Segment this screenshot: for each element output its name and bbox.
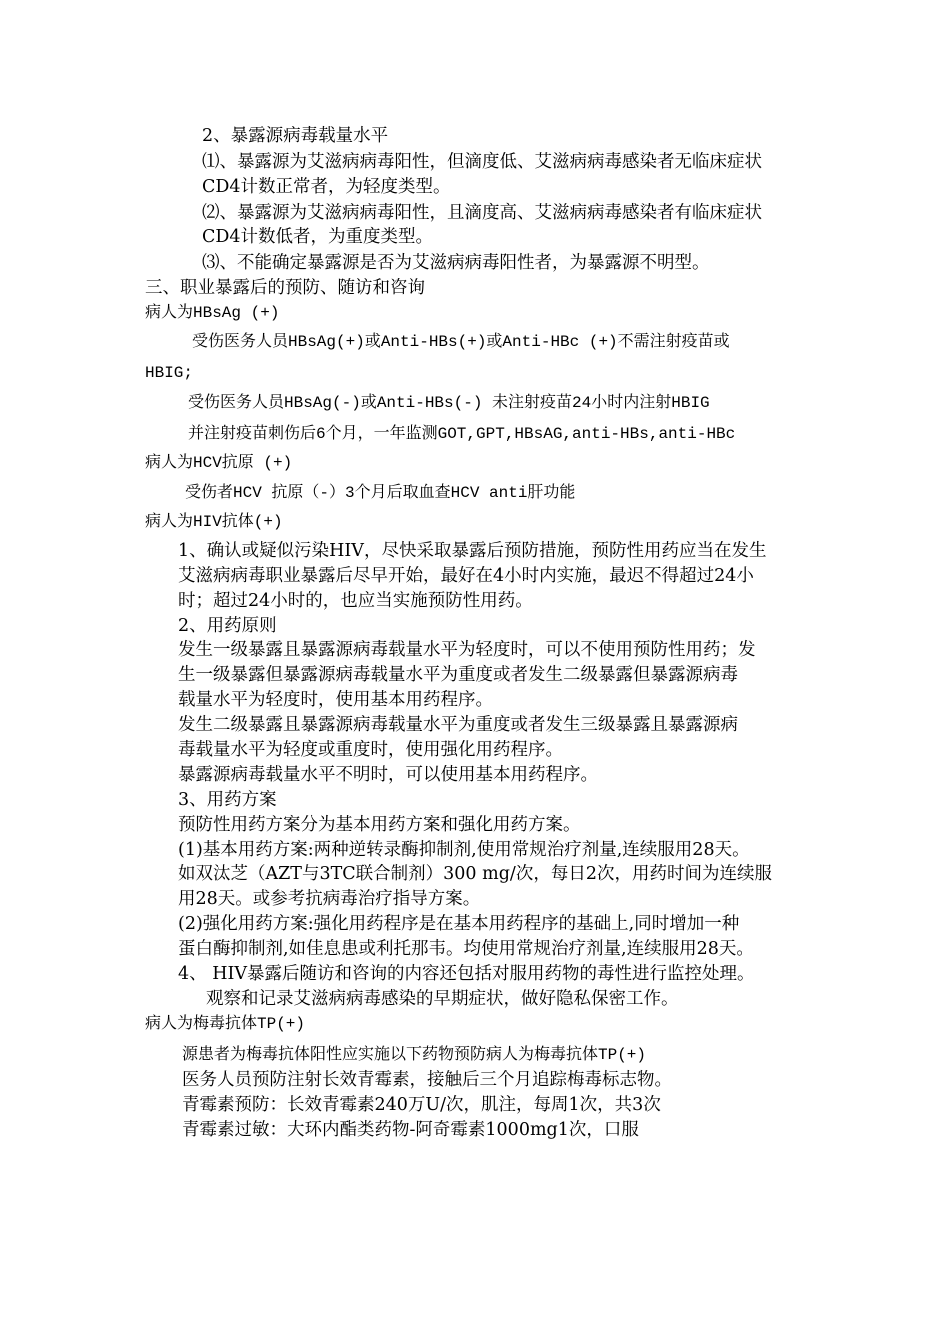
- paragraph-line: 2、用药原则: [178, 616, 277, 636]
- paragraph-line: CD4计数低者，为重度类型。: [202, 227, 434, 247]
- paragraph-line: 源患者为梅毒抗体阳性应实施以下药物预防病人为梅毒抗体TP(+): [182, 1046, 647, 1064]
- paragraph-line: 4、 HIV暴露后随访和咨询的内容还包括对服用药物的毒性进行监控处理。: [178, 964, 755, 984]
- subsection-heading: 病人为HBsAg (+): [145, 304, 280, 322]
- paragraph-line: 预防性用药方案分为基本用药方案和强化用药方案。: [178, 815, 581, 835]
- paragraph-line: 载量水平为轻度时，使用基本用药程序。: [178, 690, 493, 710]
- paragraph-line: 时；超过24小时的，也应当实施预防性用药。: [178, 591, 533, 611]
- paragraph-line: 医务人员预防注射长效青霉素，接触后三个月追踪梅毒标志物。: [182, 1070, 672, 1090]
- paragraph-line: 毒载量水平为轻度或重度时，使用强化用药程序。: [178, 740, 563, 760]
- paragraph-line: 发生二级暴露且暴露源病毒载量水平为重度或者发生三级暴露且暴露源病: [178, 715, 738, 735]
- paragraph-line: 青霉素预防：长效青霉素240万U/次，肌注，每周1次，共3次: [182, 1095, 661, 1115]
- paragraph-line: 受伤医务人员HBsAg(-)或Anti-HBs(-) 未注射疫苗24小时内注射HBIG: [188, 394, 710, 412]
- section-heading: 2、暴露源病毒载量水平: [202, 126, 389, 146]
- subsection-heading: 病人为HIV抗体(+): [145, 513, 283, 531]
- paragraph-line: (1)基本用药方案:两种逆转录酶抑制剂,使用常规治疗剂量,连续服用28天。: [178, 840, 750, 860]
- subsection-heading: 病人为HCV抗原 (+): [145, 454, 293, 472]
- paragraph-line: 并注射疫苗刺伤后6个月，一年监测GOT,GPT,HBsAG,anti-HBs,anti-HBc: [188, 425, 736, 443]
- paragraph-line: 蛋白酶抑制剂,如佳息患或利托那韦。均使用常规治疗剂量,连续服用28天。: [178, 939, 754, 959]
- paragraph-line: ⑵、暴露源为艾滋病病毒阳性，且滴度高、艾滋病病毒感染者有临床症状: [202, 203, 762, 223]
- paragraph-line: ⑶、不能确定暴露源是否为艾滋病病毒阳性者，为暴露源不明型。: [202, 253, 710, 273]
- paragraph-line: 3、用药方案: [178, 790, 277, 810]
- paragraph-line: 用28天。或参考抗病毒治疗指导方案。: [178, 889, 481, 909]
- paragraph-line: 生一级暴露但暴露源病毒载量水平为重度或者发生二级暴露但暴露源病毒: [178, 665, 738, 685]
- paragraph-line: 受伤医务人员HBsAg(+)或Anti-HBs(+)或Anti-HBc (+)不需注射疫苗或: [192, 333, 730, 351]
- paragraph-line: HBIG;: [145, 364, 194, 382]
- paragraph-line: 如双汰芝（AZT与3TC联合制剂）300 mg/次，每日2次，用药时间为连续服: [178, 864, 772, 884]
- paragraph-line: 暴露源病毒载量水平不明时，可以使用基本用药程序。: [178, 765, 598, 785]
- section-title: 三、职业暴露后的预防、随访和咨询: [145, 278, 425, 298]
- paragraph-line: 艾滋病病毒职业暴露后尽早开始，最好在4小时内实施，最迟不得超过24小: [178, 566, 754, 586]
- paragraph-line: CD4计数正常者，为轻度类型。: [202, 177, 451, 197]
- subsection-heading: 病人为梅毒抗体TP(+): [145, 1015, 306, 1033]
- paragraph-line: ⑴、暴露源为艾滋病病毒阳性，但滴度低、艾滋病病毒感染者无临床症状: [202, 152, 762, 172]
- paragraph-line: 青霉素过敏：大环内酯类药物-阿奇霉素1000mg1次，口服: [182, 1120, 639, 1140]
- paragraph-line: 发生一级暴露且暴露源病毒载量水平为轻度时，可以不使用预防性用药；发: [178, 640, 756, 660]
- paragraph-line: (2)强化用药方案:强化用药程序是在基本用药程序的基础上,同时增加一种: [178, 914, 740, 934]
- paragraph-line: 受伤者HCV 抗原（-）3个月后取血查HCV anti肝功能: [185, 484, 576, 502]
- paragraph-line: 观察和记录艾滋病病毒感染的早期症状，做好隐私保密工作。: [206, 989, 679, 1009]
- paragraph-line: 1、确认或疑似污染HIV，尽快采取暴露后预防措施，预防性用药应当在发生: [178, 541, 767, 561]
